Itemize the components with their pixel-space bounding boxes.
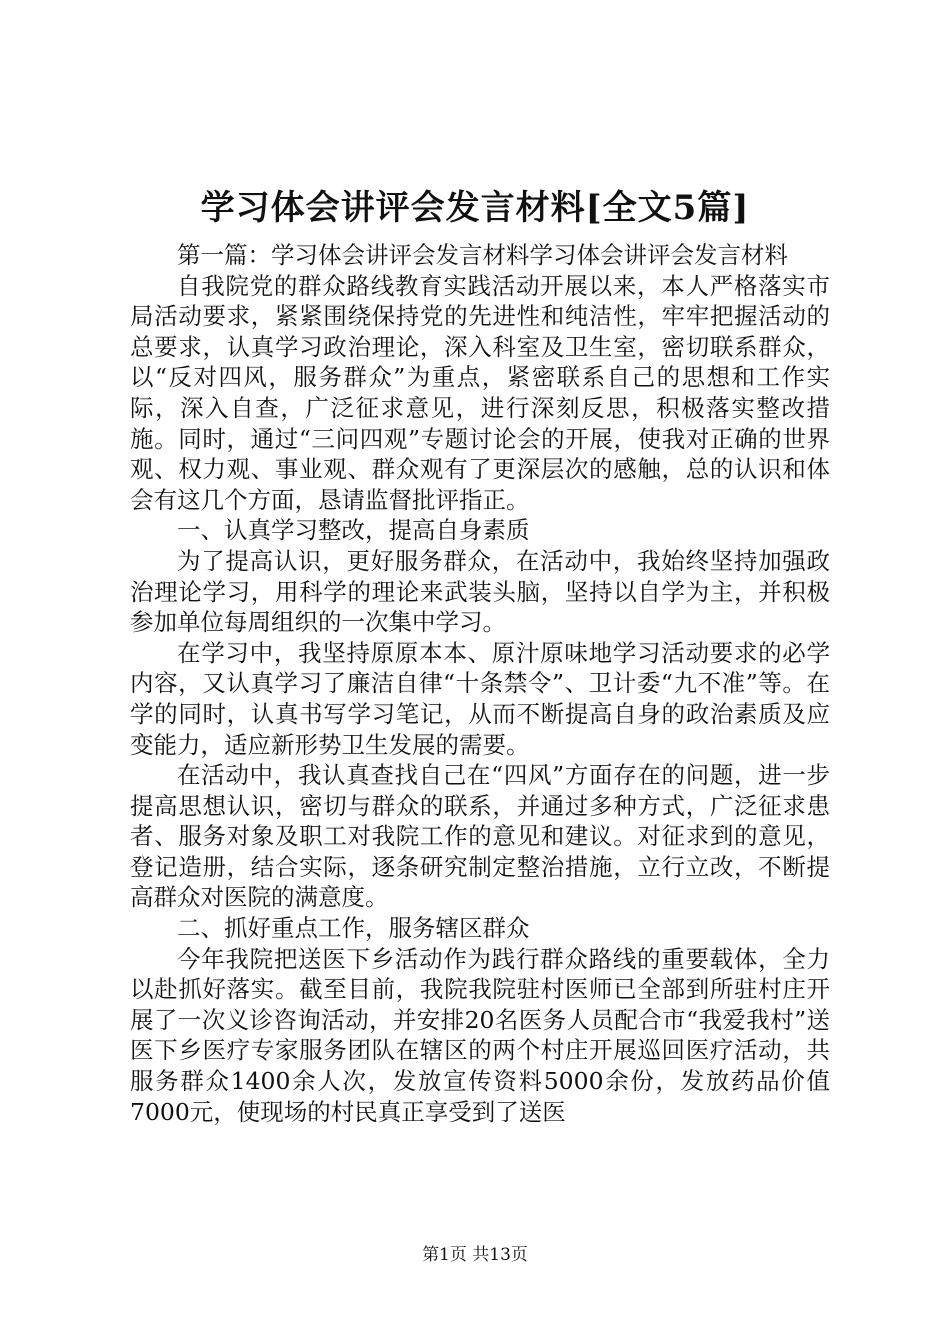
- paragraph-heading-2: 二、抓好重点工作，服务辖区群众: [177, 914, 530, 943]
- paragraph-section-heading: 第一篇：学习体会讲评会发言材料学习体会讲评会发言材料: [177, 241, 788, 269]
- paragraph: 今年我院把送医下乡活动作为践行群众路线的重要载体，全力以赴抓好落实。截至目前，我院我院驻村医师已全部到所驻村庄开展了一次义诊咨询活动，并安排20名医务人员配合市“我爱我村”送医下乡医疗专家服务团队在辖区的两个村庄开展巡回医疗活动，共服务群众1400余人次，发放宣传资料5000余份，发放药品价值7000元，使现场的村民真正享受到了送医: [130, 944, 830, 1126]
- paragraph: 在活动中，我认真查找自己在“四风”方面存在的问题，进一步提高思想认识，密切与群众的联系，并通过多种方式，广泛征求患者、服务对象及职工对我院工作的意见和建议。对征求到的意见，登记造册，结合实际，逐条研究制定整治措施，立行立改，不断提高群众对医院的满意度。: [130, 761, 830, 912]
- document-title: 学习体会讲评会发言材料[全文5篇]: [200, 188, 750, 228]
- paragraph: 在学习中，我坚持原原本本、原汁原味地学习活动要求的必学内容，又认真学习了廉洁自律“十条禁令”、卫计委“九不准”等。在学的同时，认真书写学习笔记，从而不断提高自身的政治素质及应变能力，适应新形势卫生发展的需要。: [130, 638, 830, 759]
- page-footer: 第1页 共13页: [422, 1245, 528, 1265]
- paragraph-heading-1: 一、认真学习整改，提高自身素质: [177, 516, 530, 545]
- paragraph: 为了提高认识，更好服务群众，在活动中，我始终坚持加强政治理论学习，用科学的理论来武装头脑，坚持以自学为主，并积极参加单位每周组织的一次集中学习。: [130, 546, 830, 637]
- document-body: [130, 240, 830, 1127]
- paragraph-intro: 自我院党的群众路线教育实践活动开展以来，本人严格落实市局活动要求，紧紧围绕保持党的先进性和纯洁性，牢牢把握活动的总要求，认真学习政治理论，深入科室及卫生室，密切联系群众，以“反对四风，服务群众”为重点，紧密联系自己的思想和工作实际，深入自查，广泛征求意见，进行深刻反思，积极落实整改措施。同时，通过“三问四观”专题讨论会的开展，使我对正确的世界观、权力观、事业观、群众观有了更深层次的感触，总的认识和体会有这几个方面，恳请监督批评指正。: [130, 271, 830, 514]
